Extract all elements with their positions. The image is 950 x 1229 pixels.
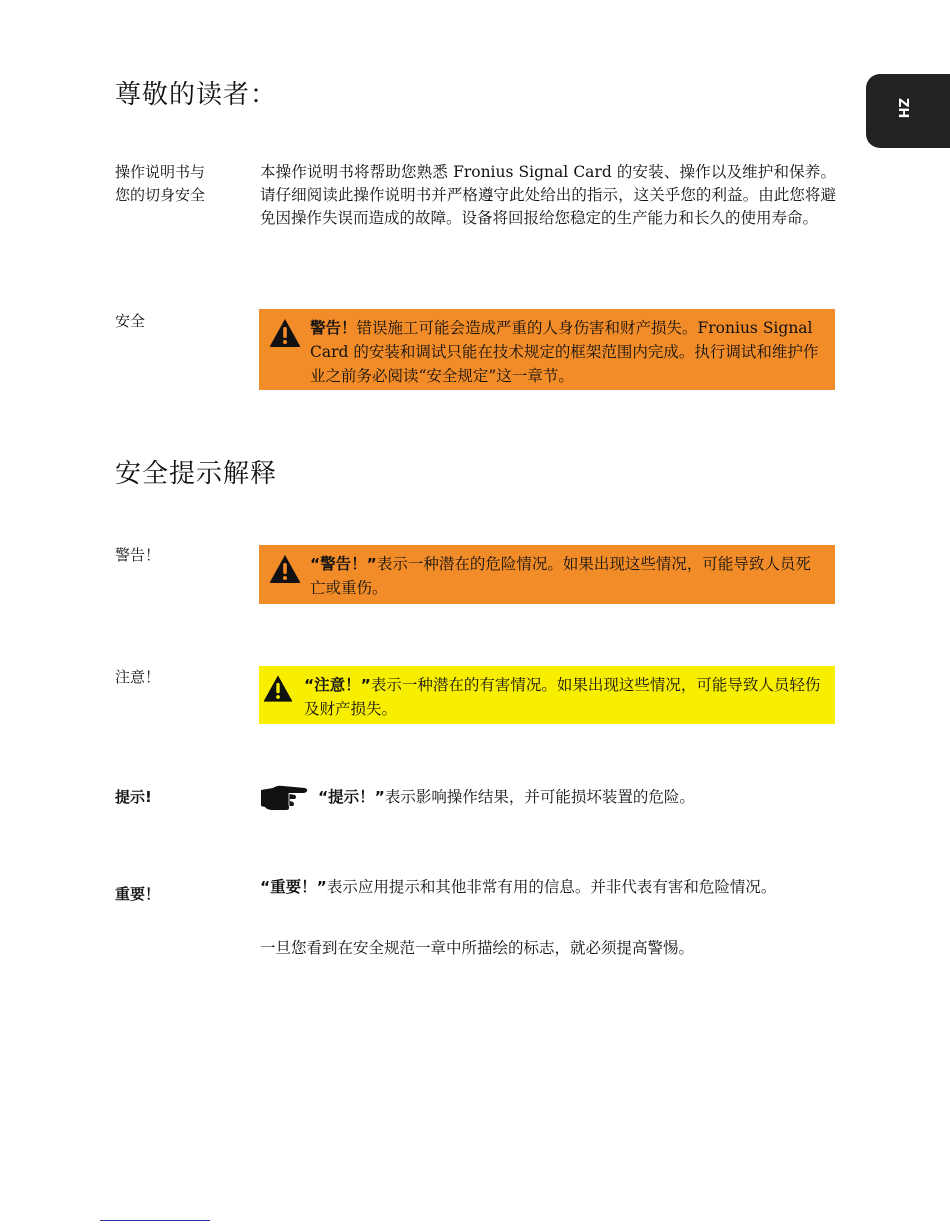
- warning-text: 表示一种潜在的危险情况。如果出现这些情况，可能导致人员死亡或重伤。: [310, 555, 811, 597]
- safety-warning-lead: 警告！: [310, 319, 357, 337]
- manual-side-label-line2: 您的切身安全: [115, 186, 206, 204]
- warning-box: [259, 545, 835, 604]
- caution-lead: “注意！”: [304, 676, 371, 694]
- note-side-label: 提示!: [115, 788, 152, 806]
- note-lead: “提示！”: [318, 788, 385, 806]
- note-text: 表示影响操作结果，并可能损坏装置的危险。: [384, 788, 695, 806]
- warning-triangle-icon: [269, 554, 301, 584]
- warning-lead: “警告！”: [310, 555, 377, 573]
- caution-triangle-icon: [263, 674, 293, 703]
- warning-triangle-icon: [269, 318, 301, 348]
- safety-warning-box: [259, 309, 835, 390]
- safety-warning-text: 错误施工可能会造成严重的人身伤害和财产损失。Fronius Signal Card 的安装和调试只能在技术规定的框架范围内完成。执行调试和维护作业之前务必阅读“安全规定”这一章节。: [310, 319, 819, 385]
- page-title: 尊敬的读者：: [115, 80, 278, 110]
- manual-side-label: [115, 161, 205, 207]
- manual-side-label-line1: 操作说明书与: [115, 163, 206, 181]
- caution-side-label: 注意！: [115, 668, 161, 686]
- important-text: 表示应用提示和其他非常有用的信息。并非代表有害和危险情况。: [326, 878, 777, 896]
- important-side-label: 重要！: [115, 885, 161, 903]
- important-lead: “重要！”: [260, 878, 327, 896]
- caution-box: [259, 666, 835, 724]
- caution-text: 表示一种潜在的有害情况。如果出现这些情况，可能导致人员轻伤及财产损失。: [304, 676, 821, 718]
- footer-divider: [100, 1220, 210, 1221]
- safety-side-label: 安全: [115, 312, 146, 330]
- warning-side-label: 警告！: [115, 546, 161, 564]
- language-tab-label: ZH: [895, 98, 910, 119]
- language-tab: [866, 74, 950, 148]
- important-followup: 一旦您看到在安全规范一章中所描绘的标志，就必须提高警惕。: [260, 939, 695, 957]
- section-title-explanation: 安全提示解释: [115, 459, 278, 489]
- manual-paragraph: 本操作说明书将帮助您熟悉 Fronius Signal Card 的安装、操作以及维护和保养。请仔细阅读此操作说明书并严格遵守此处给出的指示，这关乎您的利益。由此您将避免因操作失误而造成的故障。设备将回报给您稳定的生产能力和长久的使用寿命。: [260, 163, 836, 227]
- pointing-hand-icon: [259, 782, 309, 812]
